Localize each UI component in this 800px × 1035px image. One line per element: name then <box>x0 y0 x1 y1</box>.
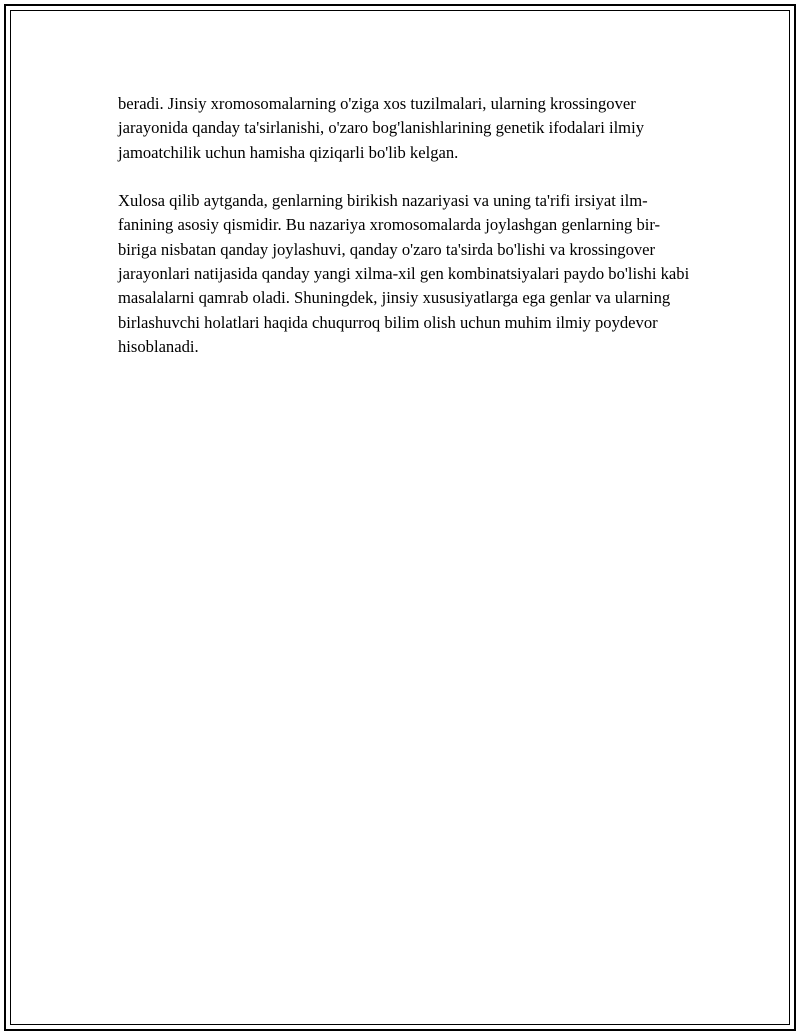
paragraph-1: beradi. Jinsiy xromosomalarning o'ziga xos tuzilmalari, ularning krossingover jarayonida qanday ta'sirlanishi, o'zaro bog'lanishlarining genetik ifodalari ilmiy jamoatchilik uchun hamisha qiziqarli bo'lib kelgan. <box>118 94 644 162</box>
paragraph-2: Xulosa qilib aytganda, genlarning birikish nazariyasi va uning ta'rifi irsiyat ilm-fanining asosiy qismidir. Bu nazariya xromosomalarda joylashgan genlarning bir-biriga nisbatan qanday joylashuvi, qanday o'zaro ta'sirda bo'lishi va krossingover jarayonlari natijasida qanday yangi xilma-xil gen kombinatsiyalari paydo bo'lishi kabi masalalarni qamrab oladi. Shuningdek, jinsiy xususiyatlarga ega genlar va ularning birlashuvchi holatlari haqida chuqurroq bilim olish uchun muhim ilmiy poydevor hisoblanadi. <box>118 191 690 356</box>
document-body <box>118 92 693 384</box>
